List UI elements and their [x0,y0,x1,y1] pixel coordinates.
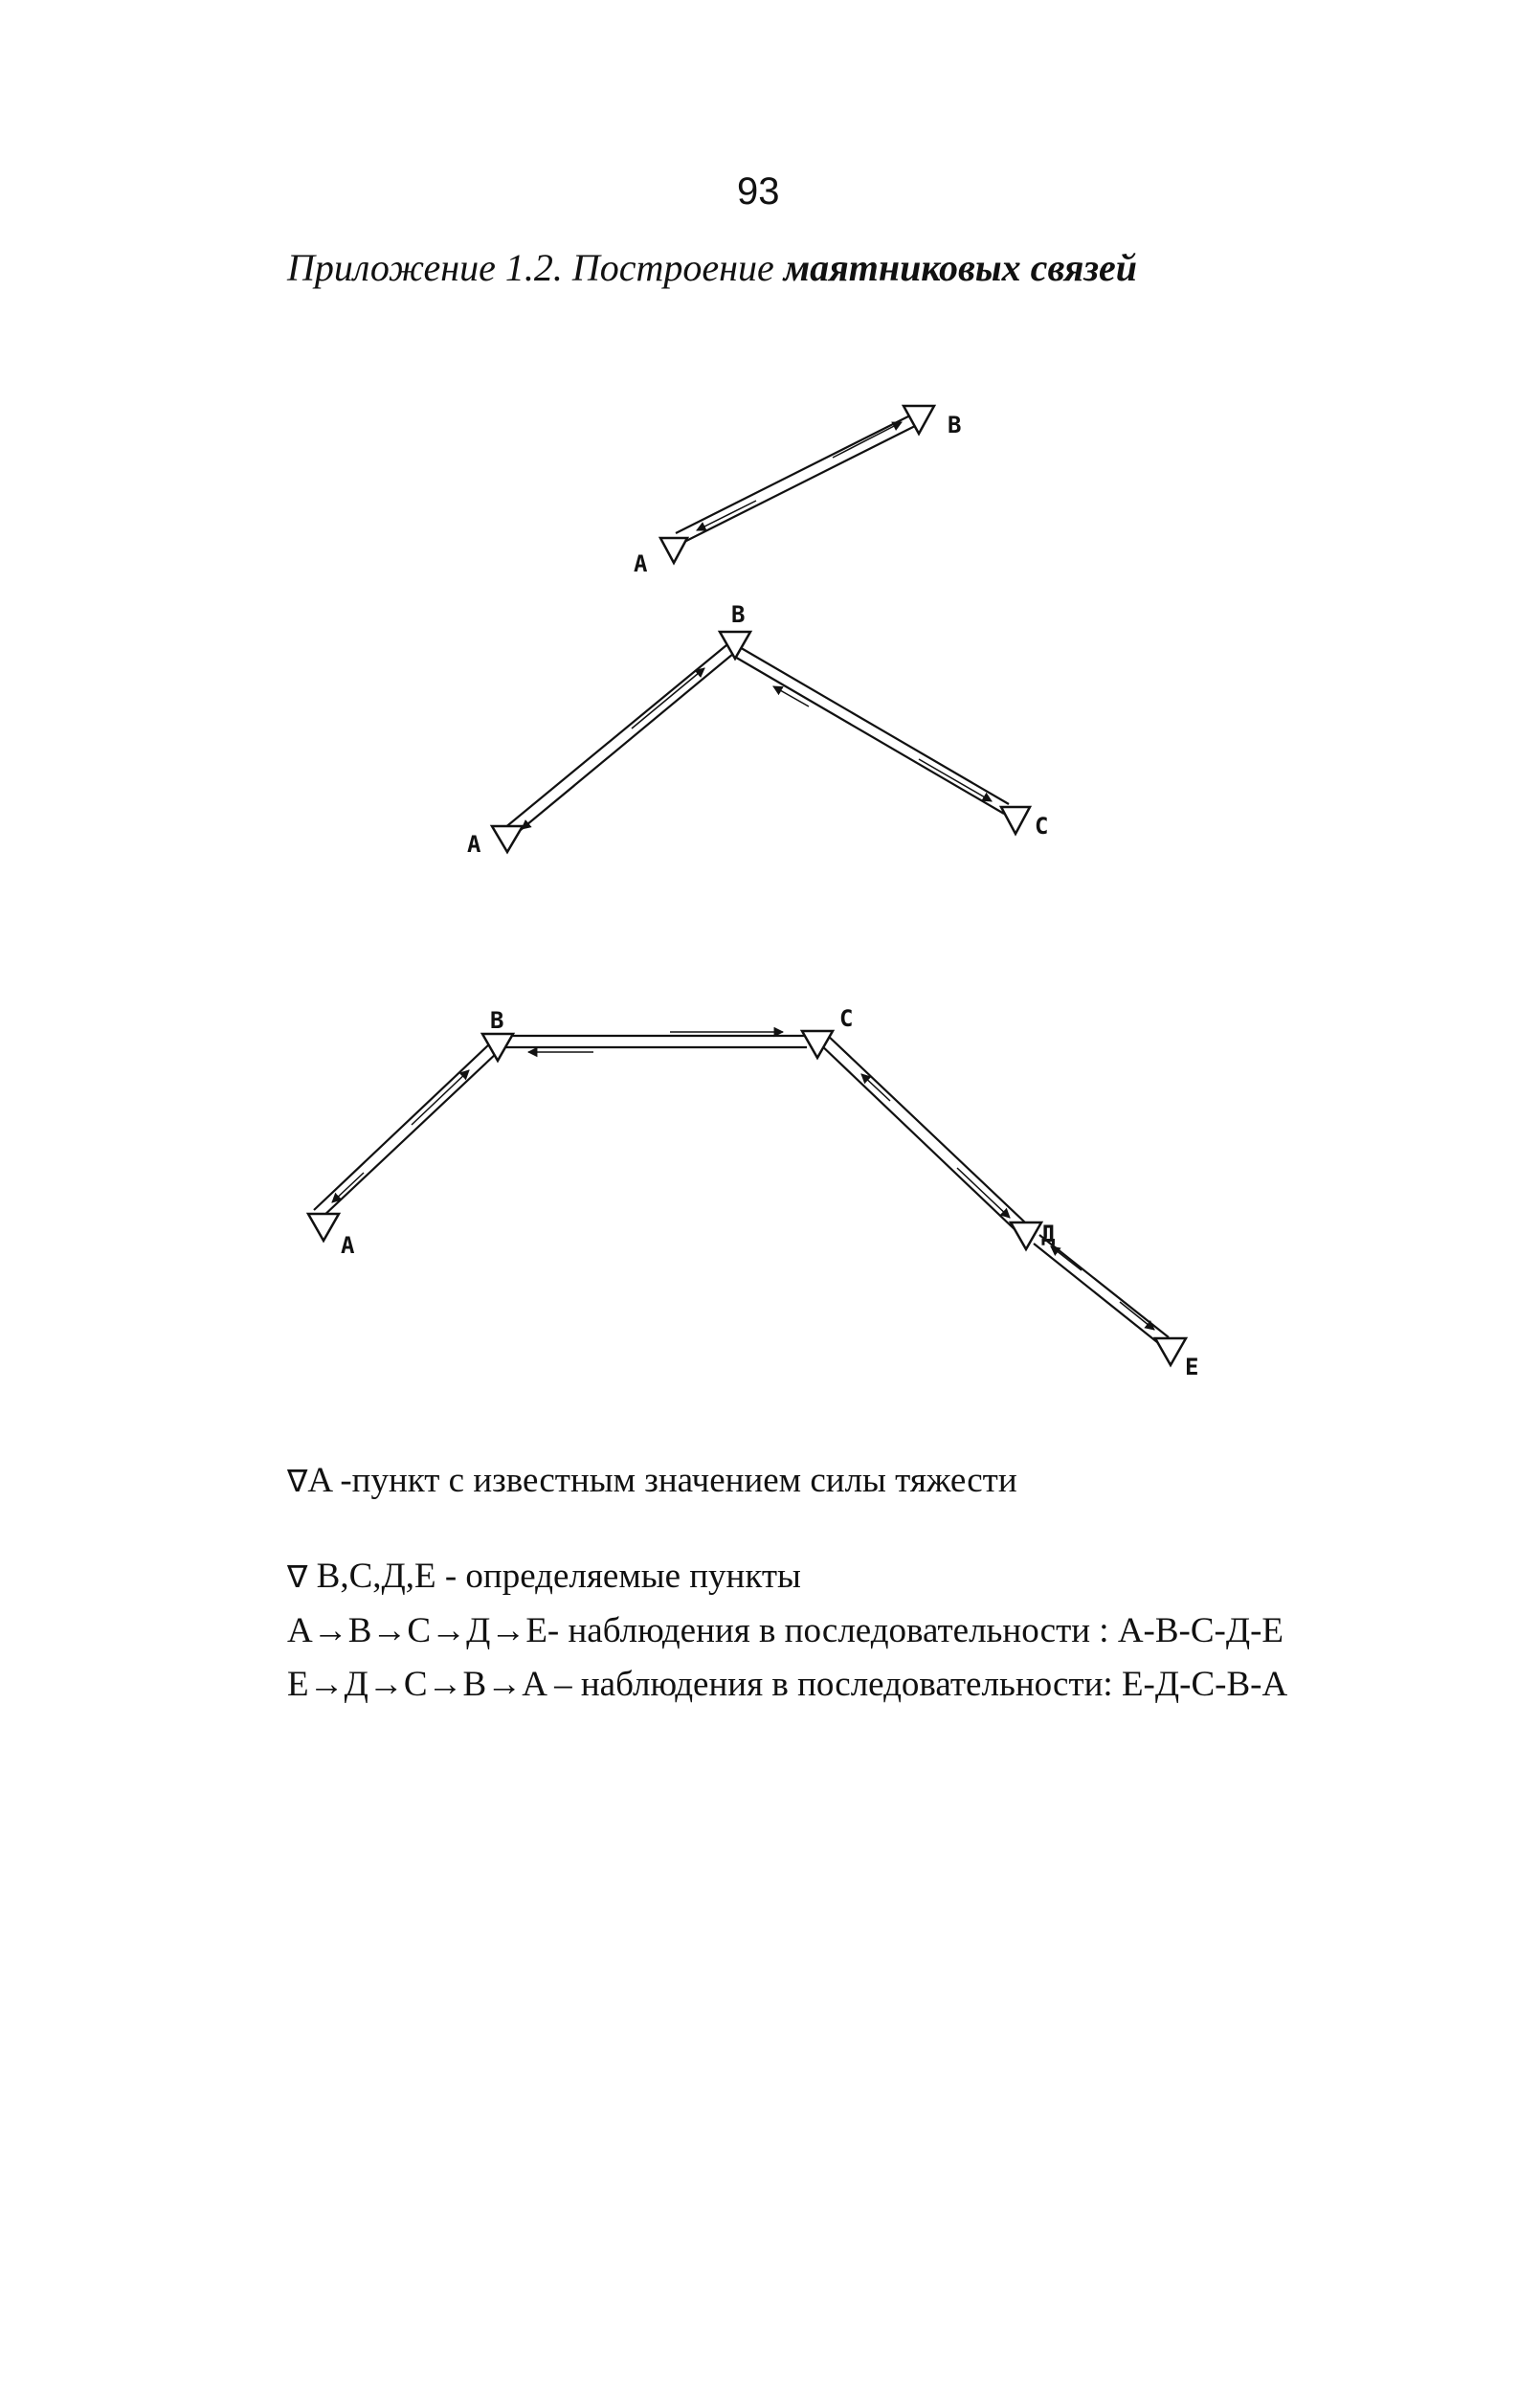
point-c-label: C [839,1005,854,1032]
page-number: 93 [737,170,780,213]
point-a-label: A [341,1232,355,1259]
legend-defined-points-text: В,С,Д,Е - определяемые пункты [316,1557,801,1596]
point-a-label: A [634,550,648,577]
legend-known-point-text: A -пункт с известным значением силы тяжести [307,1461,1017,1500]
legend-reverse-sequence: E→Д→C→B→A – наблюдения в последовательности: Е-Д-С-В-А [287,1665,1288,1704]
arrow-e-d [1051,1246,1082,1270]
triangle-icon: ∇ [287,1558,308,1595]
link-a-b [676,415,917,543]
arrow-backward [697,501,756,530]
link-a-b [314,1043,498,1219]
title-emphasis: маятниковых связей [783,246,1137,289]
point-b-label: B [948,412,962,438]
point-a-marker [660,538,687,563]
point-c-marker [1001,807,1030,834]
arrow-b-c [919,759,992,801]
triangle-icon: ∇ [287,1463,308,1499]
diagram-3 [308,1005,1198,1380]
link-b-c [503,1036,807,1047]
link-d-e [1034,1235,1169,1346]
point-a-label: A [467,831,481,858]
arrow-a-b [632,668,704,729]
legend-forward-sequence: A→B→C→Д→E- наблюдения в последовательности : А-В-С-Д-Е [287,1611,1284,1650]
point-b-label: B [731,601,746,628]
arrow-forward [833,422,902,458]
legend-known-point [287,1460,1017,1501]
point-c-marker [802,1031,833,1058]
diagram-2 [467,601,1048,858]
title-prefix: Приложение 1.2. Построение [287,246,774,289]
point-d-label: Д [1041,1221,1056,1247]
point-e-marker [1155,1338,1186,1365]
arrow-c-d [957,1168,1010,1218]
diagram-1 [634,406,961,577]
point-a-marker [308,1214,339,1241]
link-b-c [733,646,1009,814]
point-e-label: E [1185,1354,1199,1380]
point-c-label: C [1035,813,1049,840]
point-a-marker [492,826,523,852]
point-b-marker [720,632,750,659]
link-a-b [503,645,733,839]
point-b-label: B [490,1007,504,1034]
arrow-a-b [412,1070,469,1125]
legend-defined-points [287,1556,801,1597]
